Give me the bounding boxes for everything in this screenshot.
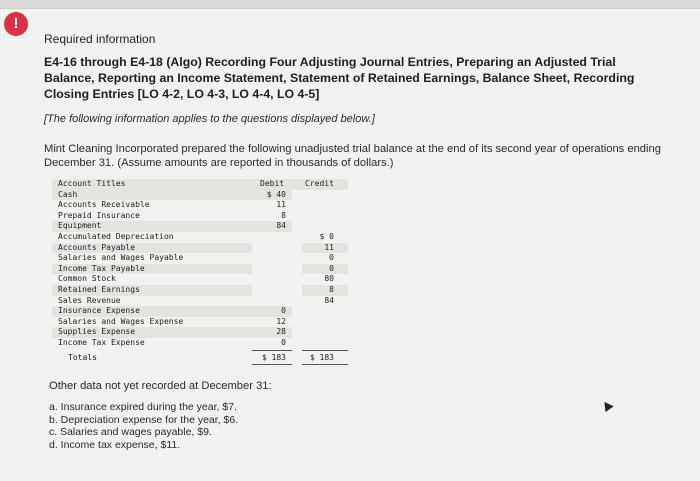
list-item: b. Depreciation expense for the year, $6. (49, 413, 239, 426)
credit-value: 8 (329, 284, 334, 294)
account-title: Insurance Expense (58, 306, 140, 316)
account-title: Accounts Payable (58, 242, 136, 252)
totals-double-rule-credit (302, 364, 348, 365)
mouse-cursor-icon (600, 399, 613, 412)
totals-debit: $ 183 (261, 352, 286, 362)
credit-value: 0 (329, 253, 334, 263)
alert-icon: ! (4, 12, 28, 36)
account-title: Accounts Receivable (58, 200, 150, 210)
totals-rule-debit (252, 350, 292, 351)
credit-value: 11 (324, 242, 334, 252)
account-titles-header: Account Titles (58, 179, 126, 188)
totals-double-rule-debit (252, 364, 292, 365)
other-data-list (49, 401, 238, 451)
credit-header: Credit (305, 179, 334, 188)
totals-label: Totals (68, 352, 97, 362)
debit-value: 84 (276, 221, 286, 231)
debit-value: 28 (276, 327, 286, 337)
account-title: Common Stock (58, 274, 116, 284)
account-title: Income Tax Payable (58, 263, 145, 273)
debit-value: 12 (276, 316, 286, 326)
debit-value: 0 (281, 306, 286, 316)
list-item: d. Income tax expense, $11. (49, 438, 181, 451)
debit-value: 0 (281, 337, 286, 347)
problem-title: E4-16 through E4-18 (Algo) Recording Four Adjusting Journal Entries, Preparing an Adjusted Trial Balance, Reporting an Income Statement, Statement of Retained Earnings, Balance Sheet, Recording Closing Entries [LO 4-2, LO 4-3, LO 4-4, LO 4-5] (44, 55, 635, 101)
account-title: Sales Revenue (58, 295, 121, 305)
account-title: Salaries and Wages Expense (58, 316, 184, 326)
account-title: Supplies Expense (58, 327, 136, 337)
credit-value: 84 (324, 295, 334, 305)
debit-value: $ 40 (266, 189, 286, 199)
account-title: Retained Earnings (58, 284, 140, 294)
totals-rule-credit (302, 350, 348, 351)
credit-value: $ 0 (319, 231, 334, 241)
totals-credit: $ 183 (309, 352, 334, 362)
required-information-label: Required information (44, 32, 156, 46)
intro-paragraph: Mint Cleaning Incorporated prepared the following unadjusted trial balance at the end of its second year of operations ending December 31. (Assume amounts are reported in thousands of dollars.) (44, 143, 661, 169)
debit-value: 8 (281, 210, 286, 220)
account-title: Prepaid Insurance (58, 210, 140, 220)
credit-value: 80 (324, 274, 334, 284)
account-title: Equipment (58, 221, 102, 231)
account-title: Cash (58, 189, 78, 199)
list-item: c. Salaries and wages payable, $9. (49, 426, 212, 438)
applies-note: [The following information applies to the questions displayed below.] (44, 113, 375, 125)
debit-header: Debit (260, 179, 285, 188)
account-title: Income Tax Expense (58, 337, 145, 347)
list-item: a. Insurance expired during the year, $7. (49, 401, 237, 413)
account-title: Salaries and Wages Payable (58, 253, 184, 263)
account-title: Accumulated Depreciation (58, 231, 174, 241)
problem-page (0, 8, 700, 481)
credit-value: 0 (329, 263, 334, 273)
other-data-heading: Other data not yet recorded at December 31: (49, 380, 272, 392)
debit-value: 11 (276, 200, 286, 210)
